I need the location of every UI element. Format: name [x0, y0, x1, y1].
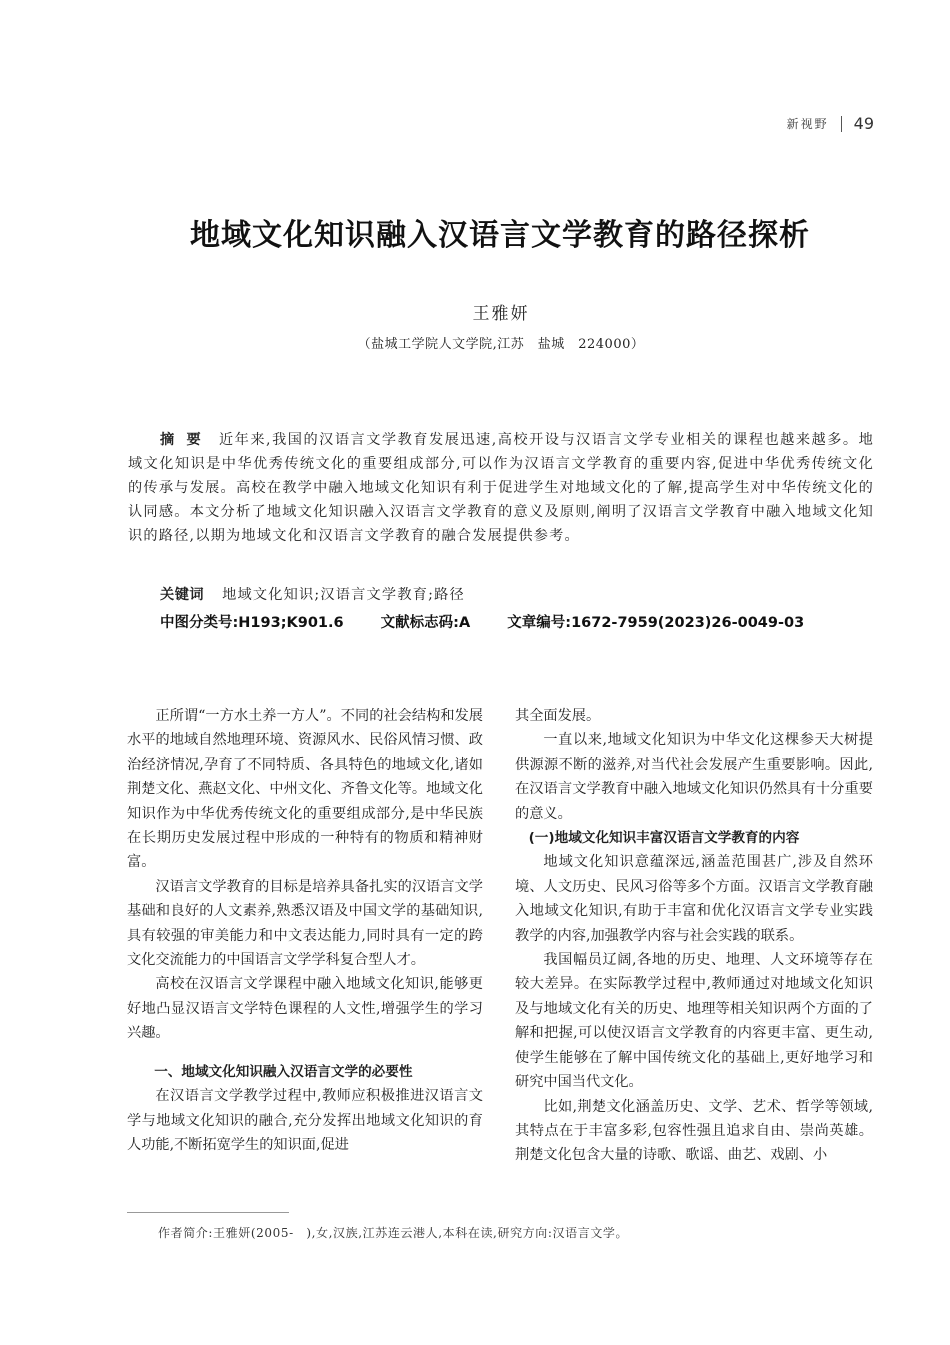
- journal-name: 新视野: [786, 117, 829, 131]
- body-paragraph: 比如,荆楚文化涵盖历史、文学、艺术、哲学等领域,其特点在于丰富多彩,包容性强且追求自由、崇尚英雄。荆楚文化包含大量的诗歌、歌谣、曲艺、戏剧、小: [515, 1098, 873, 1164]
- running-head: [787, 114, 874, 133]
- page-number: 49: [853, 114, 874, 133]
- body-paragraph: 地域文化知识意蕴深远,涵盖范围甚广,涉及自然环境、人文历史、民风习俗等多个方面。汉语言文学教育融入地域文化知识,有助于丰富和优化汉语言文学专业实践教学的内容,加强教学内容与社会实践的联系。: [515, 854, 873, 944]
- keywords-label: 关键词: [160, 587, 205, 603]
- body-paragraph: 在汉语言文学教学过程中,教师应积极推进汉语言文学与地域文化知识的融合,充分发挥出地域文化知识的育人功能,不断拓宽学生的知识面,促进: [127, 1088, 483, 1153]
- body-paragraph: 其全面发展。: [515, 708, 601, 724]
- author-affiliation: （盐城工学院人文学院,江苏 盐城 224000）: [357, 337, 645, 352]
- clc-number: 中图分类号:H193;K901.6: [160, 615, 344, 631]
- article-number: 文章编号:1672-7959(2023)26-0049-03: [507, 615, 805, 631]
- classification-line: [160, 611, 836, 632]
- abstract-text: 近年来,我国的汉语言文学教育发展迅速,高校开设与汉语言文学专业相关的课程也越来越多。地域文化知识是中华优秀传统文化的重要组成部分,可以作为汉语言文学教育的重要内容,促进中华优秀传统文化的传承与发展。高校在教学中融入地域文化知识有利于促进学生对地域文化的了解,提高学生对中华传统文化的认同感。本文分析了地域文化知识融入汉语言文学教育的意义及原则,阐明了汉语言文学教育中融入地域文化知识的路径,以期为地域文化和汉语言文学教育的融合发展提供参考。: [128, 432, 874, 544]
- body-paragraph: 汉语言文学教育的目标是培养具备扎实的汉语言文学基础和良好的人文素养,熟悉汉语及中国文学的基础知识,具有较强的审美能力和中文表达能力,同时具有一定的跨文化交流能力的中国语言文学学科复合型人才。: [127, 878, 483, 969]
- section-heading: 一、地域文化知识融入汉语言文学的必要性: [154, 1063, 413, 1080]
- body-paragraph: 一直以来,地域文化知识为中华文化这棵参天大树提供源源不断的滋养,对当代社会发展产生重要影响。因此,在汉语言文学教育中融入地域文化知识仍然具有十分重要的意义。: [515, 732, 873, 822]
- abstract-label: 摘要: [160, 432, 213, 448]
- document-code: 文献标志码:A: [380, 615, 471, 631]
- footnote-rule: [127, 1212, 289, 1213]
- abstract: [128, 428, 874, 548]
- keywords-text: 地域文化知识;汉语言文学教育;路径: [222, 587, 465, 603]
- body-left-column: [127, 704, 483, 1157]
- article-title: 地域文化知识融入汉语言文学教育的路径探析: [190, 218, 810, 253]
- header-divider: [841, 116, 842, 132]
- author-name: 王雅妍: [472, 304, 530, 324]
- body-right-column: [515, 704, 873, 1168]
- body-paragraph: 我国幅员辽阔,各地的历史、地理、人文环境等存在较大差异。在实际教学过程中,教师通过对地域文化知识及与地域文化有关的历史、地理等相关知识两个方面的了解和把握,可以使汉语言文学教育的内容更丰富、更生动,使学生能够在了解中国传统文化的基础上,更好地学习和研究中国当代文化。: [515, 952, 873, 1091]
- body-paragraph: 高校在汉语言文学课程中融入地域文化知识,能够更好地凸显汉语言文学特色课程的人文性,增强学生的学习兴趣。: [127, 976, 483, 1042]
- keywords: [160, 584, 465, 604]
- author-footnote: 作者简介:王雅妍(2005- ),女,汉族,江苏连云港人,本科在读,研究方向:汉语言文学。: [158, 1226, 629, 1240]
- subsection-heading: (一)地域文化知识丰富汉语言文学教育的内容: [528, 830, 800, 847]
- body-paragraph: 正所谓“一方水土养一方人”。不同的社会结构和发展水平的地域自然地理环境、资源风水、民俗风情习惯、政治经济情况,孕育了不同特质、各具特色的地域文化,诸如荆楚文化、燕赵文化、中州文化、齐鲁文化等。地域文化知识作为中华优秀传统文化的重要组成部分,是中华民族在长期历史发展过程中形成的一种特有的物质和精神财富。: [127, 708, 483, 871]
